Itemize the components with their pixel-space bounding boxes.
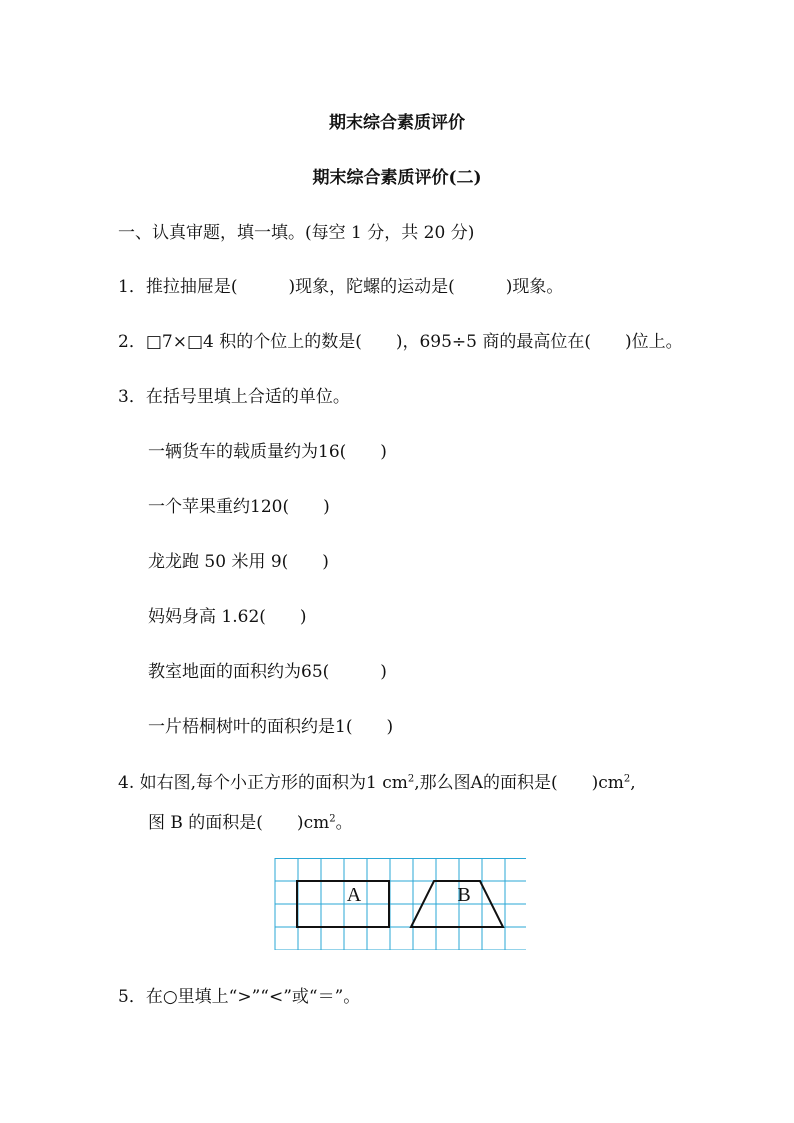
document-subtitle: 期末综合素质评价(二) bbox=[312, 168, 482, 188]
question-3-item: 妈妈身高 1.62( ) bbox=[148, 607, 307, 627]
question-3-item: 一个苹果重约120( ) bbox=[148, 497, 330, 517]
question-2: 2．□7×□4 积的个位上的数是( )，695÷5 商的最高位在( )位上。 bbox=[118, 332, 683, 352]
question-3-item: 一辆货车的载质量约为16( ) bbox=[148, 442, 387, 462]
q4-text: ,那么图A的面积是( )cm bbox=[414, 773, 624, 793]
q4-text: 图 B 的面积是( )cm bbox=[148, 813, 330, 833]
section-heading: 一、认真审题，填一填。(每空 1 分，共 20 分) bbox=[118, 223, 475, 243]
grid-figure bbox=[274, 858, 526, 955]
q4-text: , bbox=[630, 773, 636, 793]
document-title: 期末综合素质评价 bbox=[329, 113, 465, 133]
question-3-item: 一片梧桐树叶的面积约是1( ) bbox=[148, 717, 394, 737]
question-4-line-2 bbox=[148, 808, 353, 833]
label-a: A bbox=[346, 884, 362, 906]
question-3-item: 教室地面的面积约为65( ) bbox=[148, 662, 387, 682]
q4-superscript: 2 bbox=[407, 773, 415, 785]
question-3: 3．在括号里填上合适的单位。 bbox=[118, 387, 350, 407]
question-5: 5．在○里填上“>”“<”或“＝”。 bbox=[118, 987, 361, 1007]
q4-superscript: 2 bbox=[329, 813, 336, 825]
question-3-item: 龙龙跑 50 米用 9( ) bbox=[148, 552, 329, 572]
grid-figure-svg bbox=[274, 858, 526, 950]
q4-superscript: 2 bbox=[623, 773, 631, 785]
q4-text: 4. 如右图,每个小正方形的面积为1 cm bbox=[118, 773, 408, 793]
question-1: 1．推拉抽屉是( )现象，陀螺的运动是( )现象。 bbox=[118, 277, 564, 297]
question-4-line-1 bbox=[118, 768, 636, 793]
q4-text: 。 bbox=[335, 813, 353, 833]
grid-lines bbox=[275, 858, 526, 950]
label-b: B bbox=[457, 884, 471, 906]
